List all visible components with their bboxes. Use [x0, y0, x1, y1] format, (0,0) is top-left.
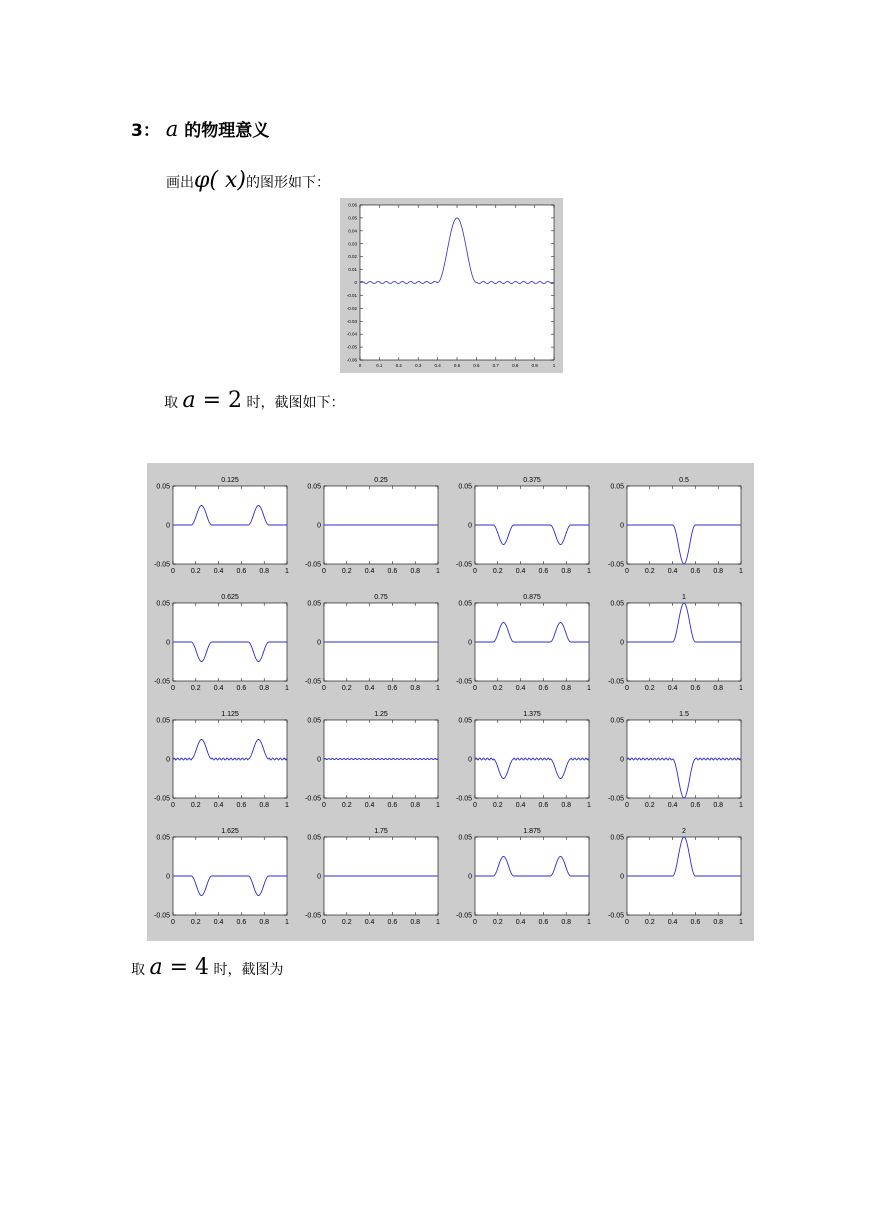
x-tick-label: 0.2: [644, 802, 655, 809]
x-tick-label: 0.6: [473, 363, 480, 368]
subplot-title: 0.875: [523, 594, 541, 601]
x-tick-label: 0.4: [515, 568, 526, 575]
y-tick-label: 0.05: [458, 483, 472, 491]
x-tick-label: 0.6: [387, 919, 398, 926]
x-tick-label: 0.4: [364, 802, 375, 809]
subplot-title: 1.75: [374, 828, 388, 835]
x-tick-label: 0.4: [434, 363, 441, 368]
y-tick-label: -0.01: [346, 292, 357, 298]
x-tick-label: 1: [587, 802, 591, 809]
x-tick-label: 1: [285, 802, 289, 809]
y-tick-label: 0: [468, 639, 472, 647]
plot-instruction: [166, 168, 330, 193]
x-tick-label: 0: [322, 685, 326, 692]
y-tick-label: 0: [468, 756, 472, 764]
x-tick-label: 0.4: [364, 919, 375, 926]
x-tick-label: 0.6: [690, 685, 701, 692]
x-tick-label: 0: [473, 568, 477, 575]
subplot-0.125: [154, 477, 289, 575]
x-tick-label: 0: [322, 919, 326, 926]
x-tick-label: 0.4: [213, 919, 224, 926]
y-tick-label: -0.05: [346, 344, 357, 350]
instruction-suffix: 的图形如下：: [245, 175, 330, 191]
x-tick-label: 0.8: [512, 363, 519, 368]
y-tick-label: 0.05: [156, 483, 170, 491]
x-tick-label: 0.4: [364, 685, 375, 692]
subplot-1.625: [154, 828, 289, 926]
x-tick-label: 0.2: [395, 363, 402, 368]
x-tick-label: 0: [358, 363, 362, 368]
subplot-1.75: [305, 828, 440, 926]
y-tick-label: 0.05: [610, 717, 624, 725]
subplot-title: 1.875: [523, 828, 541, 835]
x-tick-label: 0.6: [690, 919, 701, 926]
y-tick-label: 0: [166, 639, 170, 647]
subplot-0.625: [154, 594, 289, 692]
x-tick-label: 0: [473, 802, 477, 809]
subplot-series-line: [324, 758, 438, 759]
x-tick-label: 0.4: [515, 685, 526, 692]
y-tick-label: 0.05: [610, 600, 624, 608]
y-tick-label: -0.05: [305, 561, 321, 569]
caption-a2-var: a: [182, 388, 196, 413]
x-tick-label: 1: [285, 919, 289, 926]
y-tick-label: 0.05: [307, 834, 321, 842]
subplot-2: [608, 828, 743, 926]
x-tick-label: 0: [171, 802, 175, 809]
x-tick-label: 0.2: [341, 685, 352, 692]
x-tick-label: 0: [473, 919, 477, 926]
caption-a4-var: a: [149, 955, 163, 980]
x-tick-label: 0.6: [236, 802, 247, 809]
caption-a4-suffix: 时，截图为: [213, 962, 284, 978]
y-tick-label: -0.05: [154, 795, 170, 803]
y-tick-label: 0.05: [307, 483, 321, 491]
x-tick-label: 0.8: [259, 568, 270, 575]
phi-plot: [340, 198, 563, 373]
y-tick-label: -0.05: [154, 561, 170, 569]
x-tick-label: 0.8: [561, 802, 572, 809]
subplot-title: 1.125: [221, 711, 239, 718]
subplot-title: 0.625: [221, 594, 239, 601]
subplot-title: 0.5: [679, 477, 689, 484]
subplot-1.375: [456, 711, 591, 809]
x-tick-label: 0.6: [236, 919, 247, 926]
instruction-prefix: 画出: [166, 175, 194, 191]
y-tick-label: -0.03: [346, 318, 357, 324]
x-tick-label: 0.8: [713, 802, 724, 809]
x-tick-label: 0.4: [364, 568, 375, 575]
x-tick-label: 1: [587, 919, 591, 926]
y-tick-label: 0: [317, 873, 321, 881]
y-tick-label: -0.02: [346, 305, 357, 311]
y-tick-label: -0.05: [305, 678, 321, 686]
x-tick-label: 0.2: [190, 568, 201, 575]
x-tick-label: 0.8: [561, 568, 572, 575]
x-tick-label: 0.2: [644, 685, 655, 692]
section-heading: [131, 116, 269, 141]
x-tick-label: 0.4: [667, 919, 678, 926]
x-tick-label: 1: [739, 919, 743, 926]
x-tick-label: 0.5: [453, 363, 461, 368]
heading-variable: a: [165, 117, 179, 141]
phi-figure: [340, 198, 563, 373]
x-tick-label: 0.8: [713, 919, 724, 926]
y-tick-label: 0.02: [348, 254, 357, 260]
x-tick-label: 0.8: [410, 802, 421, 809]
x-tick-label: 0.4: [667, 802, 678, 809]
subplot-title: 0.375: [523, 477, 541, 484]
y-tick-label: -0.05: [608, 912, 624, 920]
x-tick-label: 1: [285, 568, 289, 575]
y-tick-label: 0.05: [458, 600, 472, 608]
x-tick-label: 0.4: [667, 685, 678, 692]
subplot-0.25: [305, 477, 440, 575]
y-tick-label: 0.05: [348, 215, 357, 221]
caption-a4: [131, 955, 283, 980]
subplot-1.125: [154, 711, 289, 809]
phi-function: φ( x): [194, 168, 246, 193]
x-tick-label: 0: [473, 685, 477, 692]
y-tick-label: 0: [468, 522, 472, 530]
y-tick-label: -0.05: [608, 678, 624, 686]
x-tick-label: 0.1: [376, 363, 383, 368]
subplot-title: 1.625: [221, 828, 239, 835]
subplot-title: 0.125: [221, 477, 239, 484]
caption-a4-eq: = 4: [162, 955, 209, 980]
x-tick-label: 0.3: [415, 363, 422, 368]
x-tick-label: 0.6: [538, 685, 549, 692]
subplot-0.875: [456, 594, 591, 692]
x-tick-label: 0.7: [492, 363, 499, 368]
y-tick-label: -0.05: [456, 561, 472, 569]
x-tick-label: 0.2: [492, 685, 503, 692]
x-tick-label: 0.2: [341, 919, 352, 926]
y-tick-label: 0: [166, 756, 170, 764]
caption-a4-prefix: 取: [131, 962, 145, 978]
x-tick-label: 0: [171, 685, 175, 692]
x-tick-label: 0.6: [236, 685, 247, 692]
x-tick-label: 1: [587, 568, 591, 575]
x-tick-label: 0.8: [259, 919, 270, 926]
x-tick-label: 0.2: [190, 802, 201, 809]
y-tick-label: 0: [620, 756, 624, 764]
heading-number: 3：: [131, 121, 160, 141]
y-tick-label: -0.05: [456, 678, 472, 686]
x-tick-label: 0.2: [492, 802, 503, 809]
x-tick-label: 0.4: [515, 919, 526, 926]
x-tick-label: 1: [436, 685, 440, 692]
y-tick-label: -0.05: [305, 912, 321, 920]
x-tick-label: 0.2: [341, 802, 352, 809]
y-tick-label: 0.01: [348, 267, 357, 273]
y-tick-label: -0.05: [456, 795, 472, 803]
y-tick-label: 0.05: [156, 600, 170, 608]
subplot-1.875: [456, 828, 591, 926]
y-tick-label: 0: [620, 873, 624, 881]
subplot-title: 1.375: [523, 711, 541, 718]
subplot-title: 2: [682, 828, 686, 835]
y-tick-label: -0.05: [154, 912, 170, 920]
x-tick-label: 1: [285, 685, 289, 692]
x-tick-label: 0: [625, 568, 629, 575]
y-tick-label: -0.04: [346, 331, 357, 337]
x-tick-label: 1: [587, 685, 591, 692]
y-tick-label: -0.05: [608, 795, 624, 803]
x-tick-label: 0.4: [213, 568, 224, 575]
y-tick-label: 0.05: [458, 717, 472, 725]
x-tick-label: 0.2: [492, 919, 503, 926]
x-tick-label: 0.2: [644, 568, 655, 575]
y-tick-label: -0.05: [305, 795, 321, 803]
y-tick-label: 0: [468, 873, 472, 881]
subplot-title: 0.25: [374, 477, 388, 484]
y-tick-label: 0.05: [307, 600, 321, 608]
y-tick-label: 0.05: [458, 834, 472, 842]
x-tick-label: 0.2: [190, 919, 201, 926]
plot-area: [360, 205, 554, 360]
subplot-title: 1: [682, 594, 686, 601]
y-tick-label: -0.05: [456, 912, 472, 920]
x-tick-label: 1: [739, 685, 743, 692]
x-tick-label: 0: [625, 919, 629, 926]
x-tick-label: 0.8: [561, 685, 572, 692]
y-tick-label: 0: [620, 639, 624, 647]
x-tick-label: 1: [436, 802, 440, 809]
x-tick-label: 0: [625, 685, 629, 692]
x-tick-label: 0.8: [561, 919, 572, 926]
x-tick-label: 0.8: [410, 568, 421, 575]
y-tick-label: 0.04: [348, 228, 357, 234]
y-tick-label: 0: [317, 639, 321, 647]
x-tick-label: 0.6: [236, 568, 247, 575]
x-tick-label: 0: [171, 919, 175, 926]
x-tick-label: 0.4: [213, 685, 224, 692]
x-tick-label: 0: [322, 802, 326, 809]
heading-text: 的物理意义: [184, 121, 270, 141]
x-tick-label: 1: [552, 363, 556, 368]
x-tick-label: 0.8: [713, 685, 724, 692]
grid-plots: [147, 463, 754, 941]
x-tick-label: 0: [322, 568, 326, 575]
y-tick-label: 0: [166, 873, 170, 881]
x-tick-label: 0.6: [387, 802, 398, 809]
subplot-1: [608, 594, 743, 692]
x-tick-label: 0.2: [492, 568, 503, 575]
x-tick-label: 0.6: [538, 802, 549, 809]
y-tick-label: 0.05: [156, 717, 170, 725]
subplot-title: 0.75: [374, 594, 388, 601]
subplot-0.375: [456, 477, 591, 575]
y-tick-label: 0.06: [348, 202, 357, 208]
y-tick-label: 0: [317, 756, 321, 764]
x-tick-label: 0.8: [410, 685, 421, 692]
subplot-0.5: [608, 477, 743, 575]
x-tick-label: 0.2: [190, 685, 201, 692]
x-tick-label: 0.8: [410, 919, 421, 926]
x-tick-label: 1: [739, 568, 743, 575]
y-tick-label: 0.05: [156, 834, 170, 842]
y-tick-label: 0.03: [348, 241, 357, 247]
x-tick-label: 0.8: [259, 685, 270, 692]
x-tick-label: 0.4: [667, 568, 678, 575]
y-tick-label: -0.05: [608, 561, 624, 569]
subplot-title: 1.5: [679, 711, 689, 718]
x-tick-label: 0.6: [387, 685, 398, 692]
x-tick-label: 0: [625, 802, 629, 809]
x-tick-label: 0: [171, 568, 175, 575]
x-tick-label: 0.6: [538, 919, 549, 926]
x-tick-label: 1: [739, 802, 743, 809]
x-tick-label: 1: [436, 919, 440, 926]
y-tick-label: 0.05: [610, 483, 624, 491]
x-tick-label: 0.6: [538, 568, 549, 575]
y-tick-label: -0.05: [154, 678, 170, 686]
x-tick-label: 0.6: [387, 568, 398, 575]
caption-a2-prefix: 取: [164, 395, 178, 411]
x-tick-label: 0.4: [213, 802, 224, 809]
caption-a2-eq: = 2: [195, 388, 242, 413]
x-tick-label: 1: [436, 568, 440, 575]
y-tick-label: 0: [620, 522, 624, 530]
x-tick-label: 0.9: [531, 363, 538, 368]
x-tick-label: 0.4: [515, 802, 526, 809]
x-tick-label: 0.2: [644, 919, 655, 926]
caption-a2-suffix: 时，截图如下：: [246, 395, 345, 411]
x-tick-label: 0.8: [259, 802, 270, 809]
y-tick-label: 0: [166, 522, 170, 530]
y-tick-label: 0.05: [307, 717, 321, 725]
subplot-1.5: [608, 711, 743, 809]
y-tick-label: 0.05: [610, 834, 624, 842]
x-tick-label: 0.8: [713, 568, 724, 575]
subplot-1.25: [305, 711, 440, 809]
x-tick-label: 0.6: [690, 802, 701, 809]
x-tick-label: 0.2: [341, 568, 352, 575]
subplot-0.75: [305, 594, 440, 692]
caption-a2: [164, 388, 344, 413]
y-tick-label: -0.06: [346, 357, 357, 363]
y-tick-label: 0: [354, 280, 357, 285]
x-tick-label: 0.6: [690, 568, 701, 575]
grid-figure: [147, 463, 754, 941]
y-tick-label: 0: [317, 522, 321, 530]
subplot-title: 1.25: [374, 711, 388, 718]
